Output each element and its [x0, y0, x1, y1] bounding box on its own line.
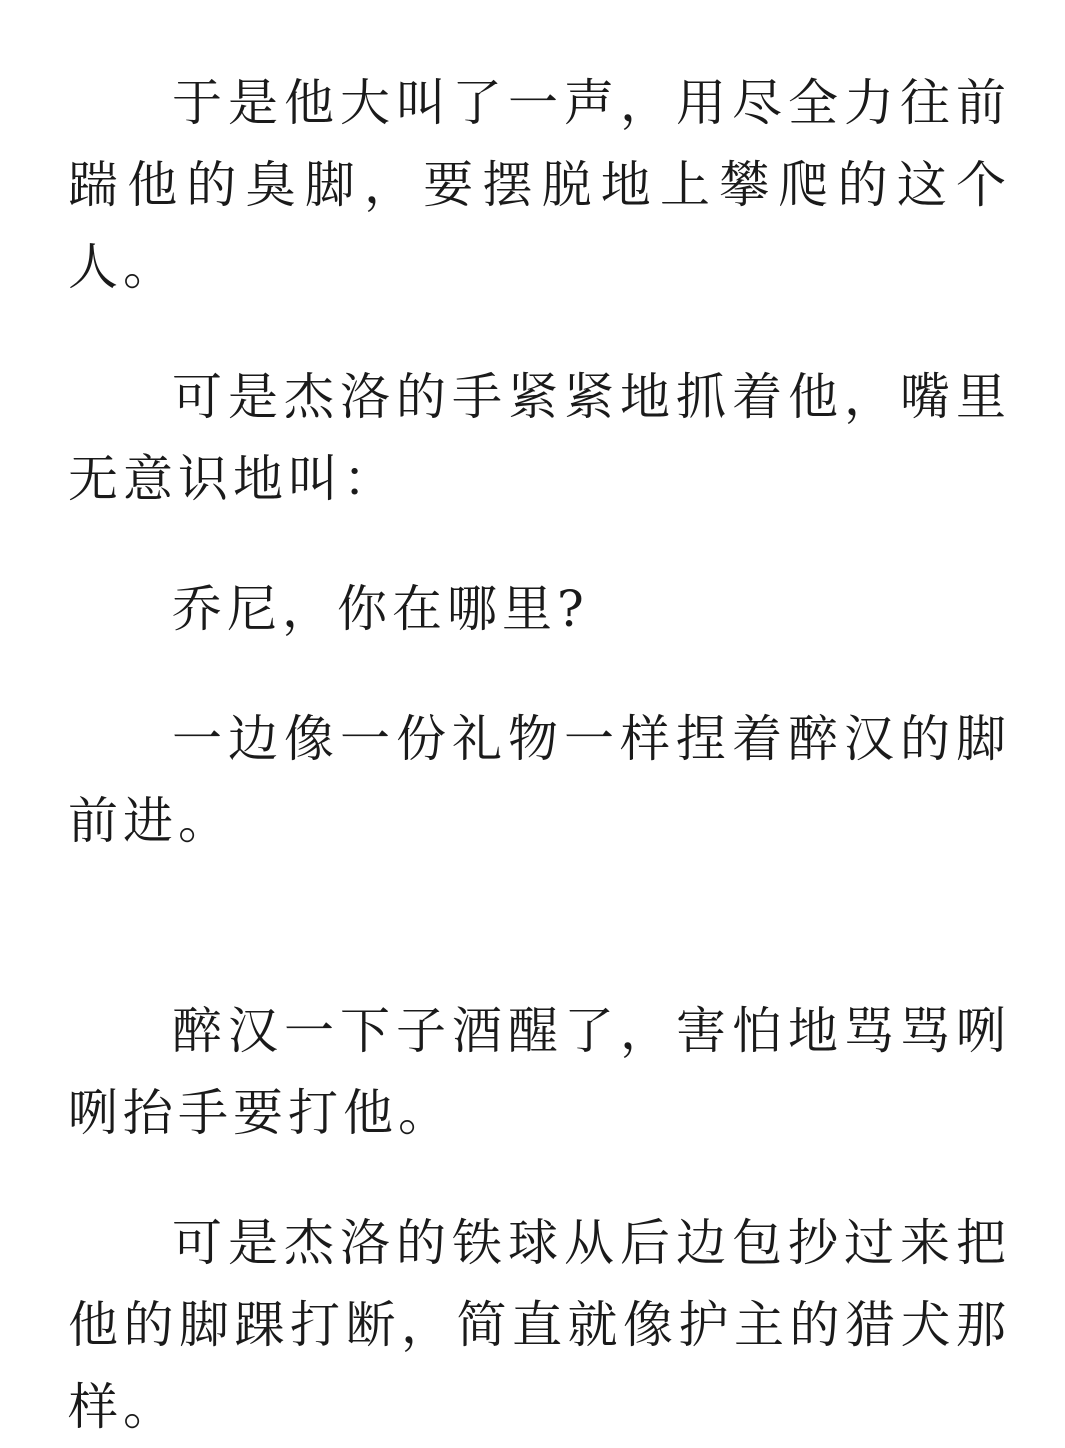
paragraph-3: 乔尼，你在哪里?	[172, 580, 589, 638]
paragraph-1: 于是他大叫了一声，用尽全力往前踹他的臭脚，要摆脱地上攀爬的这个人。	[68, 74, 1011, 296]
paragraph-6: 可是杰洛的铁球从后边包抄过来把他的脚踝打断，简直就像护主的猎犬那样。	[68, 1214, 1011, 1436]
paragraph-5: 醉汉一下子酒醒了，害怕地骂骂咧咧抬手要打他。	[68, 1002, 1011, 1142]
paragraph-2: 可是杰洛的手紧紧地抓着他，嘴里无意识地叫：	[68, 368, 1011, 508]
paragraph-4: 一边像一份礼物一样捏着醉汉的脚前进。	[68, 710, 1011, 850]
